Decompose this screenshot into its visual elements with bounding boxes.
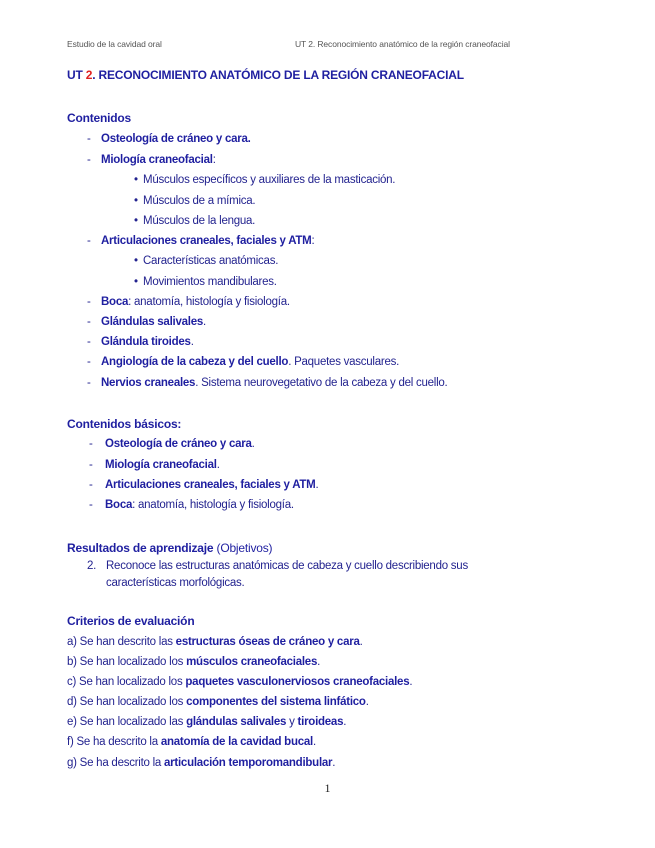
list-bullet: • <box>134 195 139 207</box>
list-bullet: • <box>134 255 139 267</box>
basicos-item: Boca: anatomía, histología y fisiología. <box>105 499 294 511</box>
title-text: . RECONOCIMIENTO ANATÓMICO DE LA REGIÓN CRANEOFACIAL <box>92 68 464 82</box>
list-dash: - <box>89 459 93 471</box>
criterio-item-f: f) Se ha descrito la anatomía de la cavidad bucal. <box>67 736 316 748</box>
title-unit-number: 2 <box>85 68 93 82</box>
contenidos-item: Miología craneofacial: <box>101 154 216 166</box>
resultados-text-line2: características morfológicas. <box>106 577 245 589</box>
list-bullet: • <box>134 276 139 288</box>
list-dash: - <box>87 154 91 166</box>
contenidos-subitem: Músculos específicos y auxiliares de la masticación. <box>143 174 396 186</box>
contenidos-basicos-heading: Contenidos básicos: <box>67 417 182 431</box>
criterio-item-c: c) Se han localizado los paquetes vasculonerviosos craneofaciales. <box>67 676 413 688</box>
list-dash: - <box>89 479 93 491</box>
running-header-left: Estudio de la cavidad oral <box>67 39 162 49</box>
contenidos-item: Articulaciones craneales, faciales y ATM: <box>101 235 315 247</box>
list-dash: - <box>89 499 93 511</box>
criterio-item-e: e) Se han localizado las glándulas salivales y tiroideas. <box>67 716 347 728</box>
resultados-number: 2. <box>87 560 97 572</box>
criterios-heading: Criterios de evaluación <box>67 614 195 628</box>
resultados-text-line1: Reconoce las estructuras anatómicas de cabeza y cuello describiendo sus <box>106 560 468 572</box>
criterio-item-g: g) Se ha descrito la articulación temporomandibular. <box>67 757 336 769</box>
basicos-item: Articulaciones craneales, faciales y ATM. <box>105 479 319 491</box>
criterio-item-a: a) Se han descrito las estructuras óseas de cráneo y cara. <box>67 636 363 648</box>
contenidos-item: Nervios craneales. Sistema neurovegetativo de la cabeza y del cuello. <box>101 377 448 389</box>
resultados-heading: Resultados de aprendizaje (Objetivos) <box>67 541 273 555</box>
contenidos-item: Glándula tiroides. <box>101 336 194 348</box>
contenidos-item: Glándulas salivales. <box>101 316 206 328</box>
list-bullet: • <box>134 215 139 227</box>
page-title <box>67 68 464 82</box>
basicos-item: Miología craneofacial. <box>105 459 220 471</box>
list-dash: - <box>87 336 91 348</box>
criterio-item-d: d) Se han localizado los componentes del sistema linfático. <box>67 696 369 708</box>
list-dash: - <box>87 235 91 247</box>
list-dash: - <box>87 133 91 145</box>
running-header-right: UT 2. Reconocimiento anatómico de la región craneofacial <box>295 39 510 49</box>
list-dash: - <box>87 377 91 389</box>
contenidos-subitem: Músculos de la lengua. <box>143 215 256 227</box>
list-dash: - <box>87 356 91 368</box>
criterio-item-b: b) Se han localizado los músculos craneofaciales. <box>67 656 321 668</box>
page-number: 1 <box>324 781 331 795</box>
contenidos-item: Osteología de cráneo y cara. <box>101 133 251 145</box>
contenidos-item: Boca: anatomía, histología y fisiología. <box>101 296 290 308</box>
list-dash: - <box>87 316 91 328</box>
title-prefix: UT <box>67 68 86 82</box>
contenidos-subitem: Características anatómicas. <box>143 255 279 267</box>
basicos-item: Osteología de cráneo y cara. <box>105 438 255 450</box>
contenidos-subitem: Músculos de a mímica. <box>143 195 256 207</box>
contenidos-heading: Contenidos <box>67 111 131 125</box>
list-bullet: • <box>134 174 139 186</box>
contenidos-subitem: Movimientos mandibulares. <box>143 276 277 288</box>
contenidos-item: Angiología de la cabeza y del cuello. Paquetes vasculares. <box>101 356 400 368</box>
list-dash: - <box>87 296 91 308</box>
list-dash: - <box>89 438 93 450</box>
